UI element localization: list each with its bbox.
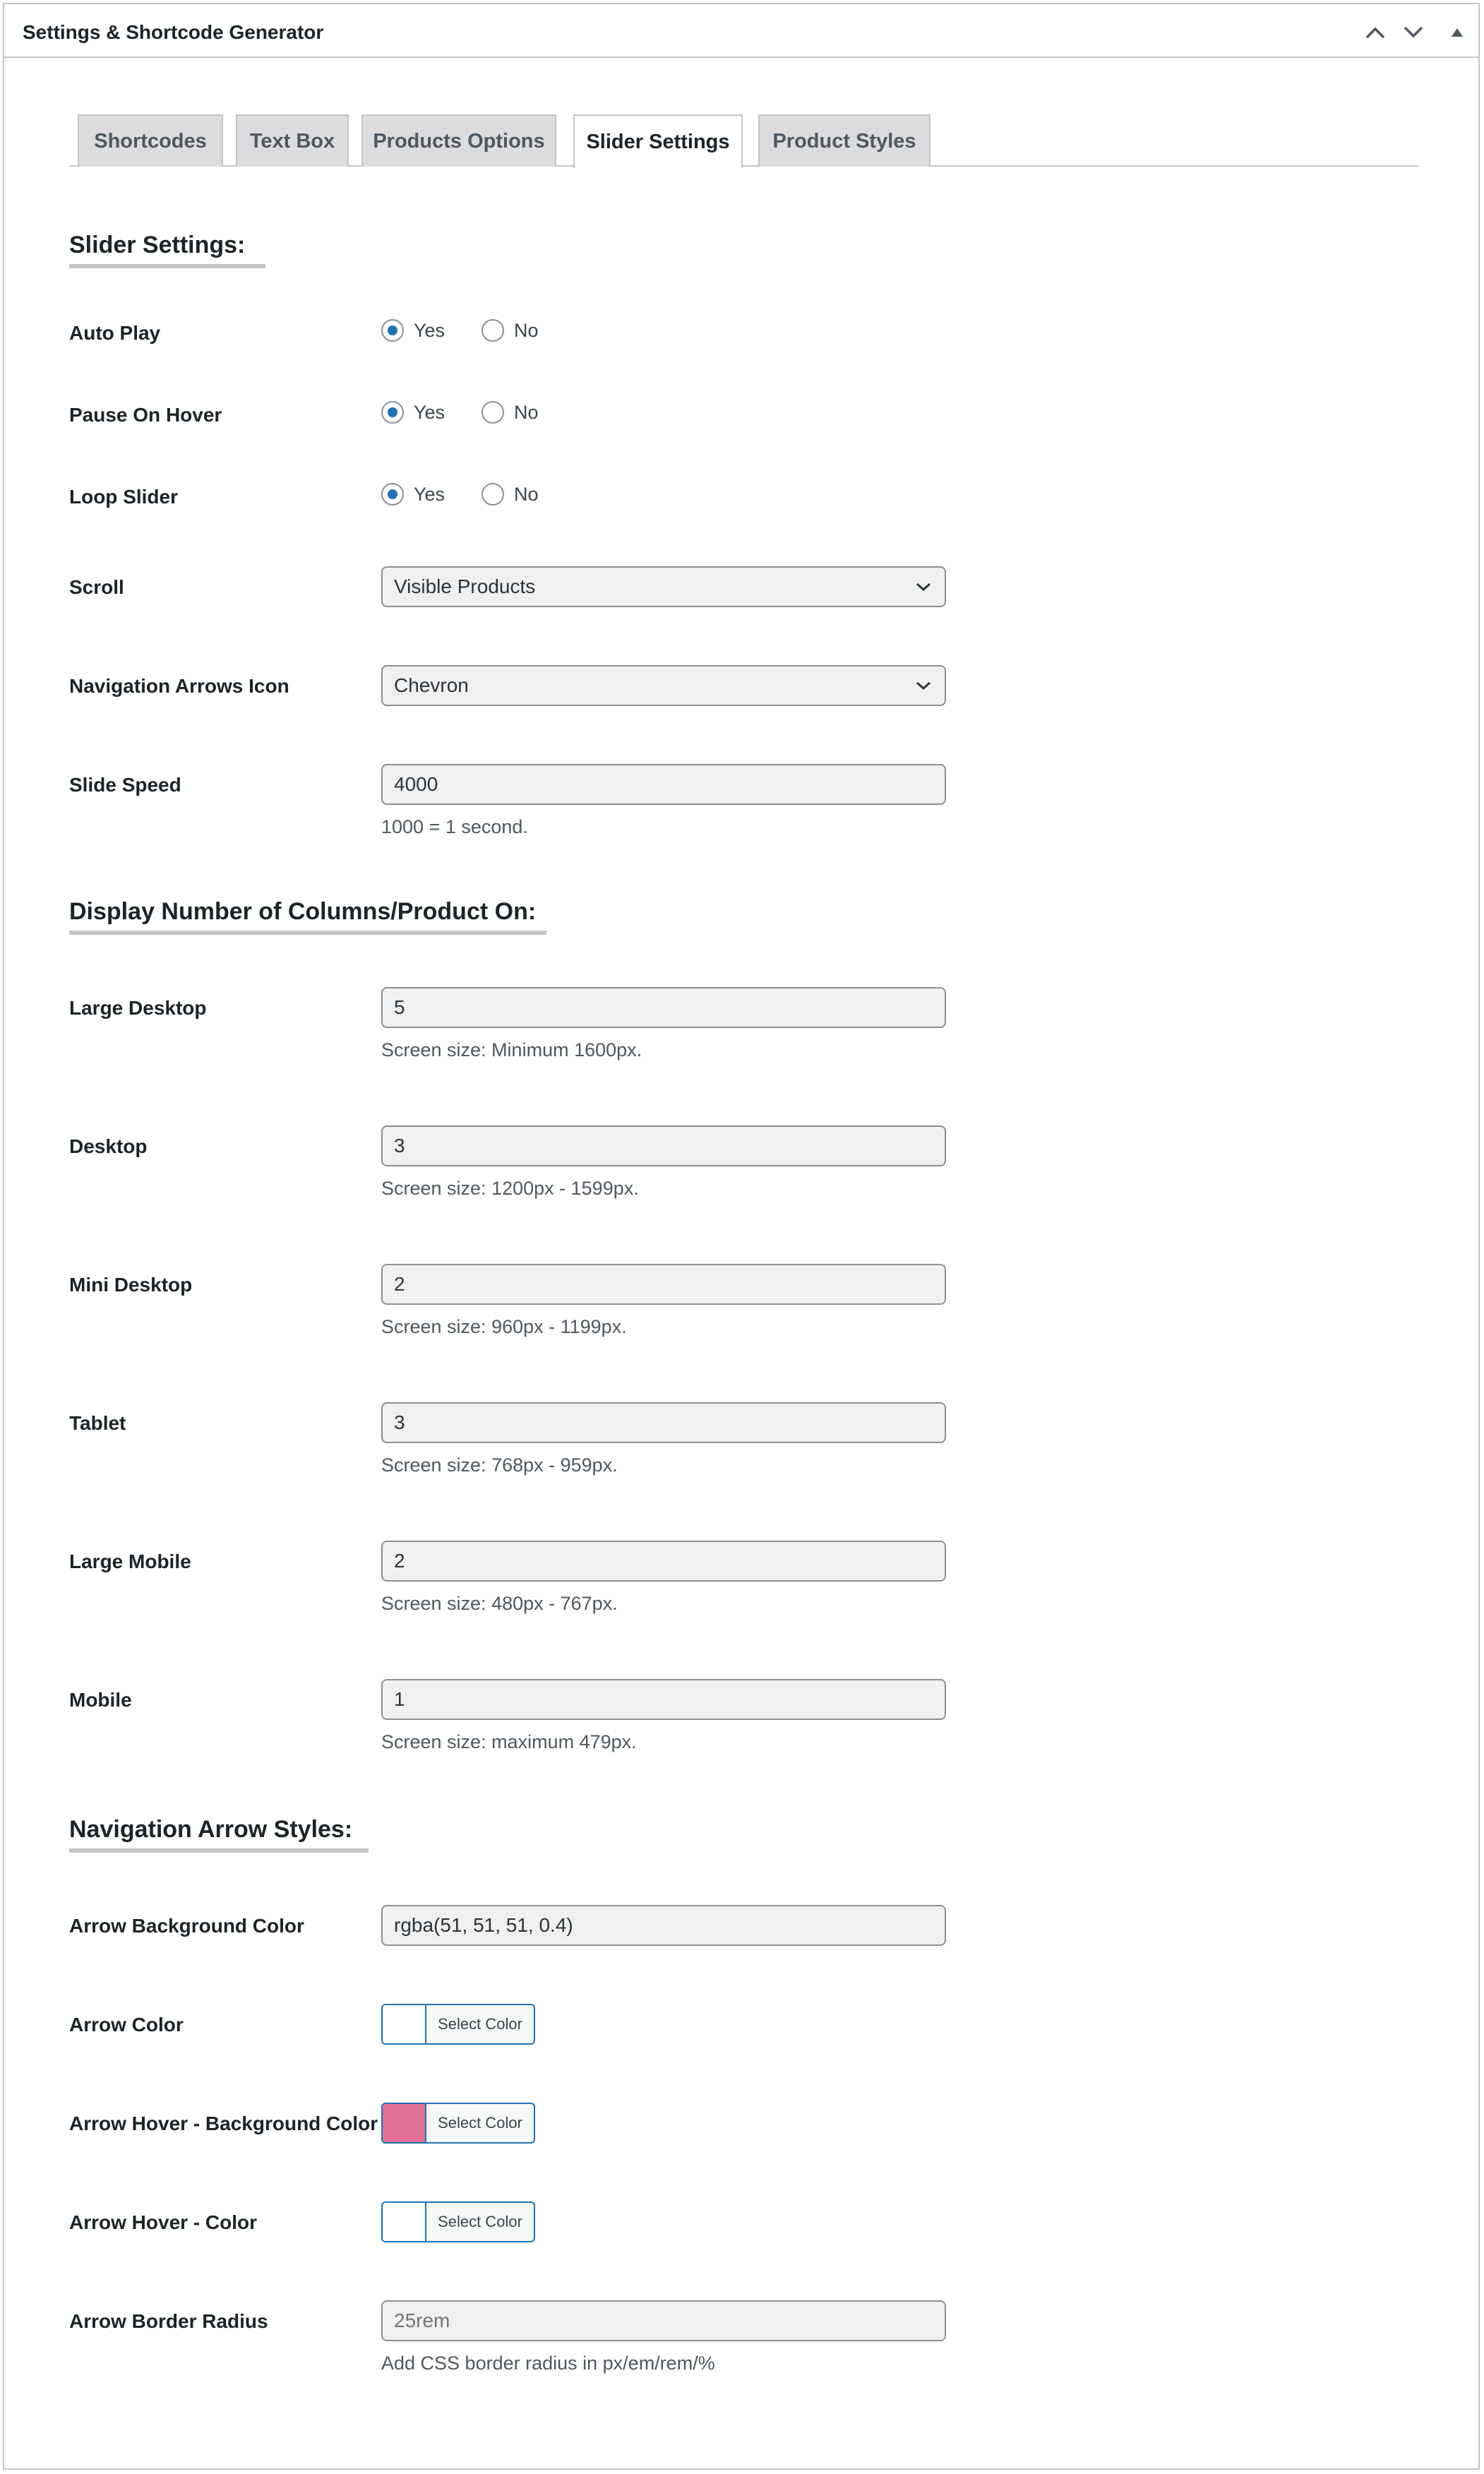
arrow-hover-color-label: Arrow Hover - Color (69, 2211, 258, 2233)
radio-label: Yes (414, 483, 445, 505)
radio-label: No (514, 401, 539, 423)
slide-speed-help: 1000 = 1 second. (381, 816, 528, 837)
radio-label: No (514, 319, 539, 341)
nav-arrows-icon-select-value: Chevron (394, 674, 469, 696)
loop-slider-yes-radio[interactable] (381, 483, 404, 506)
pause-on-hover-yes-radio[interactable] (381, 401, 404, 424)
settings-panel (3, 3, 1480, 2470)
pause-on-hover-label: Pause On Hover (69, 404, 222, 426)
mini-desktop-label: Mini Desktop (69, 1274, 193, 1296)
panel-header (4, 4, 1478, 58)
chevron-down-icon (915, 676, 933, 695)
arrow-hover-color-picker-button[interactable] (381, 2201, 535, 2242)
select-color-label: Select Color (438, 2015, 522, 2033)
panel-title: Settings & Shortcode Generator (23, 21, 324, 43)
mini-desktop-input[interactable] (381, 1264, 946, 1305)
section-underline (69, 264, 265, 268)
arrow-border-radius-help: Add CSS border radius in px/em/rem/% (381, 2353, 715, 2374)
auto-play-radio-group (381, 319, 575, 342)
chevron-down-icon (915, 578, 933, 596)
section-title-slider-settings: Slider Settings: (69, 232, 246, 258)
scroll-select-value: Visible Products (394, 575, 536, 597)
tablet-label: Tablet (69, 1412, 126, 1434)
move-down-button[interactable] (1398, 17, 1429, 48)
chevron-up-icon (1365, 25, 1386, 40)
auto-play-yes-radio[interactable] (381, 319, 404, 342)
auto-play-no-option[interactable] (481, 319, 539, 342)
scroll-label: Scroll (69, 576, 124, 598)
arrow-bg-color-input[interactable] (381, 1905, 946, 1946)
desktop-input[interactable] (381, 1125, 946, 1166)
color-swatch (383, 2104, 426, 2142)
section-underline (69, 1848, 369, 1853)
loop-slider-no-radio[interactable] (481, 483, 504, 506)
chevron-down-icon (1403, 25, 1424, 40)
large-desktop-label: Large Desktop (69, 997, 207, 1019)
tablet-input[interactable] (381, 1402, 946, 1443)
color-swatch (383, 2005, 426, 2043)
large-desktop-input[interactable] (381, 987, 946, 1028)
desktop-help: Screen size: 1200px - 1599px. (381, 1178, 639, 1199)
section-title-arrow-styles: Navigation Arrow Styles: (69, 1816, 353, 1843)
color-swatch (383, 2203, 426, 2241)
mobile-input[interactable] (381, 1679, 946, 1720)
loop-slider-no-option[interactable] (481, 483, 539, 506)
arrow-hover-bg-label: Arrow Hover - Background Color (69, 2113, 378, 2134)
loop-slider-label: Loop Slider (69, 486, 178, 508)
nav-arrows-icon-select[interactable] (381, 665, 946, 706)
mini-desktop-help: Screen size: 960px - 1199px. (381, 1316, 627, 1337)
large-mobile-input[interactable] (381, 1541, 946, 1582)
select-color-label: Select Color (438, 2114, 522, 2132)
slide-speed-label: Slide Speed (69, 774, 181, 796)
select-color-label: Select Color (438, 2213, 522, 2230)
pause-on-hover-yes-option[interactable] (381, 401, 445, 424)
large-desktop-help: Screen size: Minimum 1600px. (381, 1039, 642, 1060)
arrow-border-radius-label: Arrow Border Radius (69, 2310, 268, 2332)
radio-label: No (514, 483, 539, 505)
arrow-color-picker-button[interactable] (381, 2004, 535, 2045)
pause-on-hover-no-option[interactable] (481, 401, 539, 424)
tab-shortcodes[interactable]: Shortcodes (78, 114, 223, 167)
auto-play-no-radio[interactable] (481, 319, 504, 342)
toggle-panel-button[interactable] (1442, 17, 1473, 48)
loop-slider-radio-group (381, 483, 575, 506)
slide-speed-input[interactable] (381, 764, 946, 805)
pause-on-hover-no-radio[interactable] (481, 401, 504, 424)
tab-text-box[interactable]: Text Box (236, 114, 349, 167)
mobile-help: Screen size: maximum 479px. (381, 1731, 637, 1752)
tablet-help: Screen size: 768px - 959px. (381, 1454, 618, 1476)
pause-on-hover-radio-group (381, 401, 575, 424)
arrow-color-label: Arrow Color (69, 2014, 184, 2036)
desktop-label: Desktop (69, 1135, 148, 1157)
mobile-label: Mobile (69, 1689, 132, 1711)
large-mobile-help: Screen size: 480px - 767px. (381, 1593, 618, 1614)
large-mobile-label: Large Mobile (69, 1550, 191, 1572)
radio-label: Yes (414, 319, 445, 341)
arrow-bg-color-label: Arrow Background Color (69, 1915, 304, 1937)
tab-bar (69, 114, 1419, 167)
tab-product-styles[interactable]: Product Styles (758, 114, 931, 167)
section-title-columns: Display Number of Columns/Product On: (69, 898, 537, 925)
radio-label: Yes (414, 401, 445, 423)
nav-arrows-icon-label: Navigation Arrows Icon (69, 675, 289, 697)
tab-slider-settings[interactable]: Slider Settings (573, 114, 743, 168)
arrow-hover-bg-picker-button[interactable] (381, 2103, 535, 2144)
tab-products-options[interactable]: Products Options (361, 114, 556, 167)
loop-slider-yes-option[interactable] (381, 483, 445, 506)
triangle-up-icon (1450, 27, 1464, 38)
section-underline (69, 931, 546, 935)
arrow-border-radius-input[interactable] (381, 2300, 946, 2341)
auto-play-label: Auto Play (69, 322, 161, 344)
scroll-select[interactable] (381, 566, 946, 607)
move-up-button[interactable] (1360, 17, 1391, 48)
auto-play-yes-option[interactable] (381, 319, 445, 342)
